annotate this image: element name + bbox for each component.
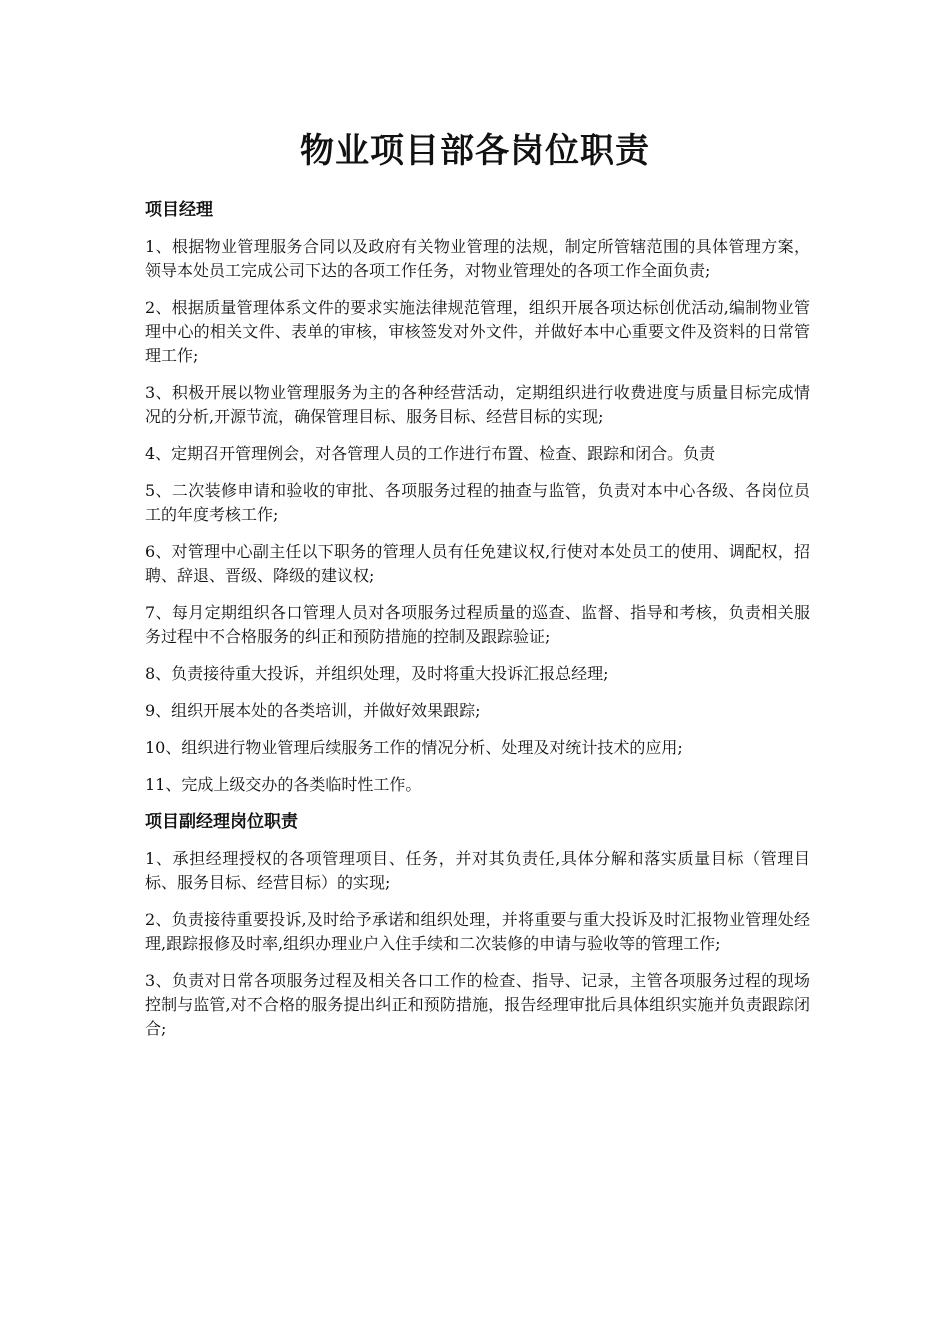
list-item: 9、组织开展本处的各类培训，并做好效果跟踪; [145, 701, 481, 720]
section-heading: 项目经理 [145, 200, 213, 220]
list-item: 11、完成上级交办的各类临时性工作。 [145, 775, 422, 794]
list-item: 2、负责接待重要投诉,及时给予承诺和组织处理，并将重要与重大投诉及时汇报物业管理处经理,跟踪报修及时率,组织办理业户入住手续和二次装修的申请与验收等的管理工作; [145, 910, 810, 953]
section-deputy-manager [145, 810, 810, 1041]
document-title: 物业项目部各岗位职责 [300, 131, 650, 171]
list-item: 4、定期召开管理例会，对各管理人员的工作进行布置、检查、跟踪和闭合。负责 [145, 444, 716, 463]
list-item: 1、承担经理授权的各项管理项目、任务，并对其负责任,具体分解和落实质量目标（管理目标、服务目标、经营目标）的实现; [145, 849, 810, 892]
section-project-manager [145, 198, 810, 797]
list-item: 5、二次装修申请和验收的审批、各项服务过程的抽查与监管，负责对本中心各级、各岗位员工的年度考核工作; [145, 481, 810, 524]
list-item: 7、每月定期组织各口管理人员对各项服务过程质量的巡查、监督、指导和考核，负责相关服务过程中不合格服务的纠正和预防措施的控制及跟踪验证; [145, 603, 810, 646]
list-item: 6、对管理中心副主任以下职务的管理人员有任免建议权,行使对本处员工的使用、调配权，招聘、辞退、晋级、降级的建议权; [145, 542, 810, 585]
list-item: 10、组织进行物业管理后续服务工作的情况分析、处理及对统计技术的应用; [145, 738, 683, 757]
list-item: 3、负责对日常各项服务过程及相关各口工作的检查、指导、记录，主管各项服务过程的现场控制与监管,对不合格的服务提出纠正和预防措施，报告经理审批后具体组织实施并负责跟踪闭合; [145, 971, 810, 1038]
list-item: 1、根据物业管理服务合同以及政府有关物业管理的法规，制定所管辖范围的具体管理方案，领导本处员工完成公司下达的各项工作任务，对物业管理处的各项工作全面负责; [145, 237, 810, 280]
section-heading: 项目副经理岗位职责 [145, 812, 298, 832]
list-item: 8、负责接待重大投诉，并组织处理，及时将重大投诉汇报总经理; [145, 664, 609, 683]
list-item: 3、积极开展以物业管理服务为主的各种经营活动，定期组织进行收费进度与质量目标完成情况的分析,开源节流，确保管理目标、服务目标、经营目标的实现; [145, 383, 810, 426]
document-body [145, 198, 810, 1054]
list-item: 2、根据质量管理体系文件的要求实施法律规范管理，组织开展各项达标创优活动,编制物业管理中心的相关文件、表单的审核，审核签发对外文件，并做好本中心重要文件及资料的日常管理工作; [145, 298, 810, 365]
